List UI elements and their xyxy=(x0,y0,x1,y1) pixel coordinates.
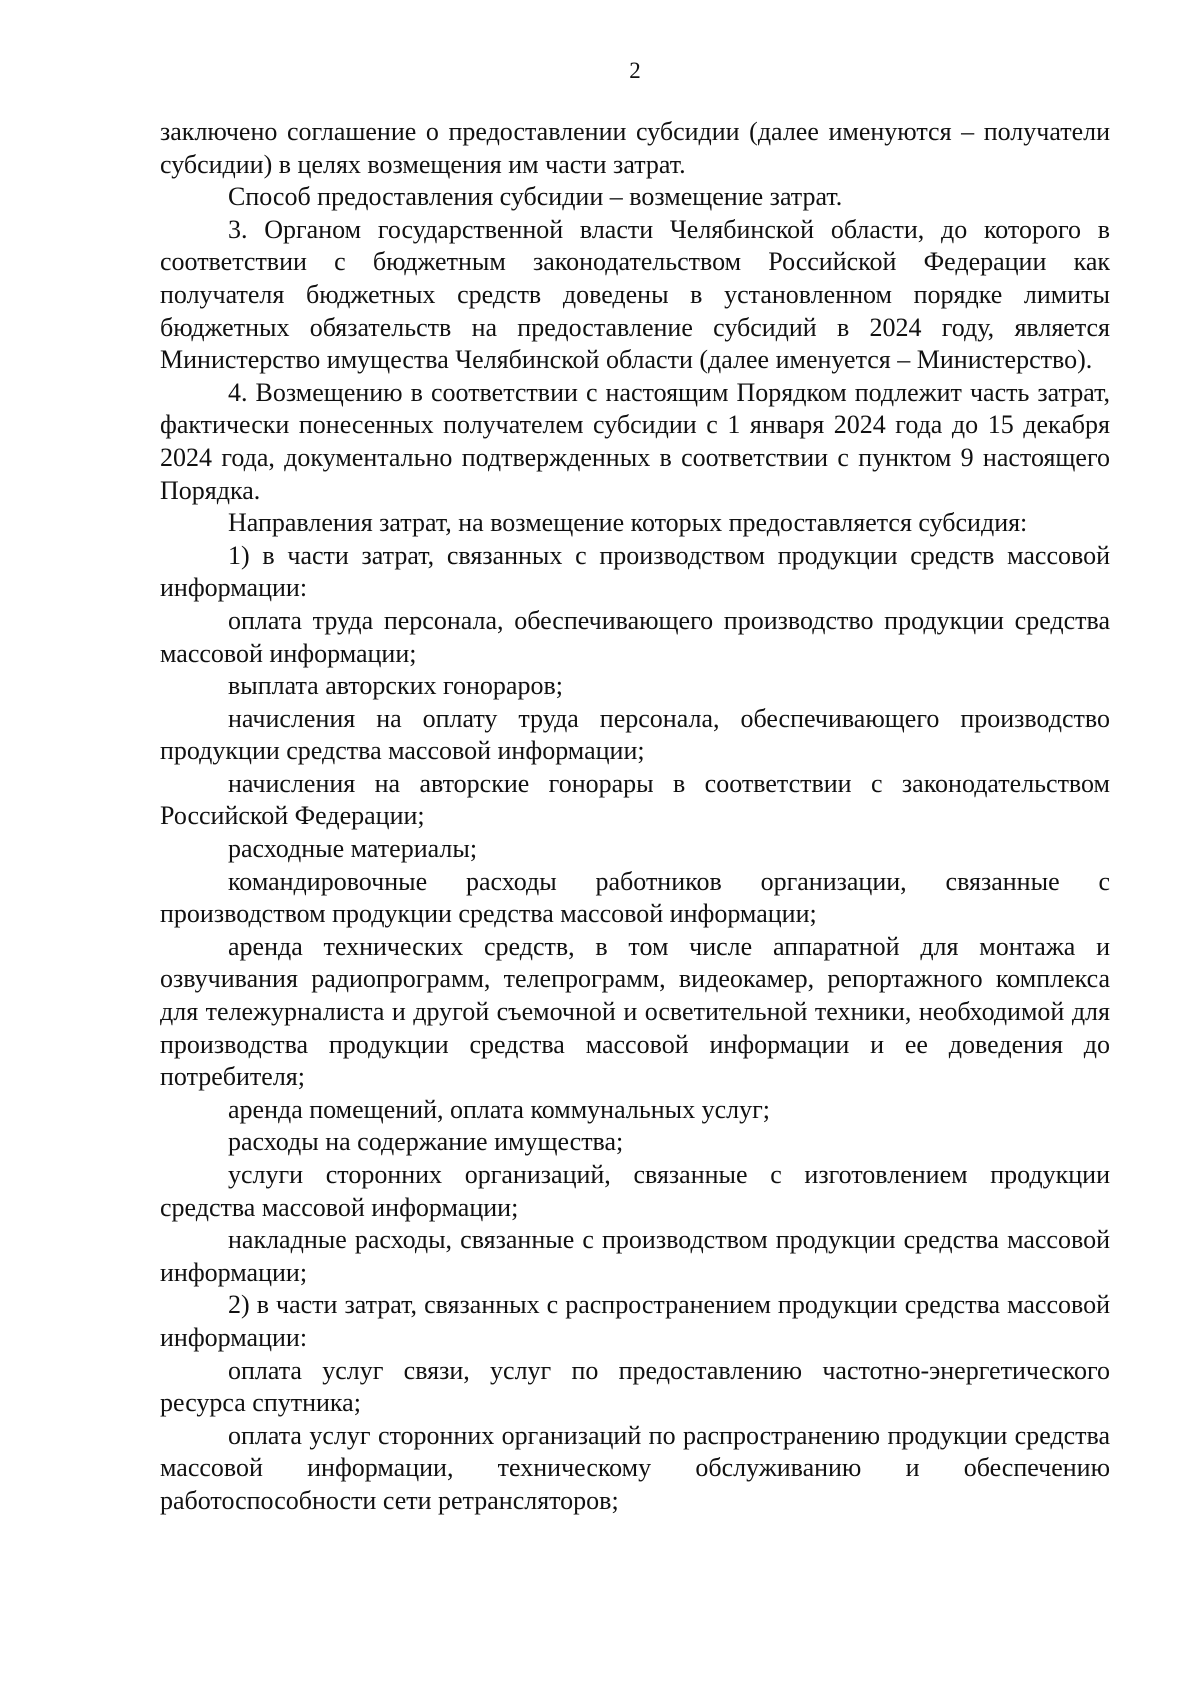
list-item: выплата авторских гонораров; xyxy=(228,671,563,701)
list-item: начисления на оплату труда персонала, обеспечивающего производство продукции средства массовой информации; xyxy=(160,703,1110,766)
list-item: начисления на авторские гонорары в соответствии с законодательством Российской Федерации; xyxy=(160,768,1110,831)
list-item: оплата услуг связи, услуг по предоставлению частотно-энергетического ресурса спутника; xyxy=(160,1355,1110,1418)
list-item: накладные расходы, связанные с производством продукции средства массовой информации; xyxy=(160,1225,1110,1287)
subitem-1: 1) в части затрат, связанных с производством продукции средств массовой информации: xyxy=(160,540,1110,603)
list-item: аренда помещений, оплата коммунальных услуг; xyxy=(228,1094,770,1124)
list-item: оплата труда персонала, обеспечивающего производство продукции средства массовой информации; xyxy=(160,605,1110,668)
subitem-2: 2) в части затрат, связанных с распространением продукции средства массовой информации: xyxy=(160,1290,1110,1352)
list-item: аренда технических средств, в том числе аппаратной для монтажа и озвучивания радиопрограмм, телепрограмм, видеокамер, репортажного комплекса для тележурналиста и другой съемочной и осветительной техники, необходимой для производства продукции средства массовой информации и ее доведения до потребителя; xyxy=(160,931,1110,1092)
paragraph-item-4: 4. Возмещению в соответствии с настоящим Порядком подлежит часть затрат, фактически понесенных получателем субсидии с 1 января 2024 года до 15 декабря 2024 года, документально подтвержденных в соответствии с пунктом 9 настоящего Порядка. xyxy=(160,377,1110,505)
list-item: командировочные расходы работников организации, связанные с производством продукции средства массовой информации; xyxy=(160,866,1110,929)
list-item: услуги сторонних организаций, связанные с изготовлением продукции средства массовой информации; xyxy=(160,1160,1110,1222)
list-item: оплата услуг сторонних организаций по распространению продукции средства массовой информации, техническому обслуживанию и обеспечению работоспособности сети ретрансляторов; xyxy=(160,1420,1110,1515)
paragraph-item-3: 3. Органом государственной власти Челябинской области, до которого в соответствии с бюджетным законодательством Российской Федерации как получателя бюджетных средств доведены в установленном порядке лимиты бюджетных обязательств на предоставление субсидий в 2024 году, является Министерство имущества Челябинской области (далее именуется – Министерство). xyxy=(160,214,1110,375)
paragraph: Способ предоставления субсидии – возмещение затрат. xyxy=(228,182,843,212)
list-item: расходные материалы; xyxy=(228,834,478,864)
paragraph: Направления затрат, на возмещение которых предоставляется субсидия: xyxy=(228,508,1028,538)
list-item: расходы на содержание имущества; xyxy=(228,1127,624,1157)
document-body xyxy=(160,116,1110,1518)
page-number: 2 xyxy=(629,58,641,83)
paragraph: заключено соглашение о предоставлении субсидии (далее именуются – получатели субсидии) в целях возмещения им части затрат. xyxy=(160,117,1110,179)
